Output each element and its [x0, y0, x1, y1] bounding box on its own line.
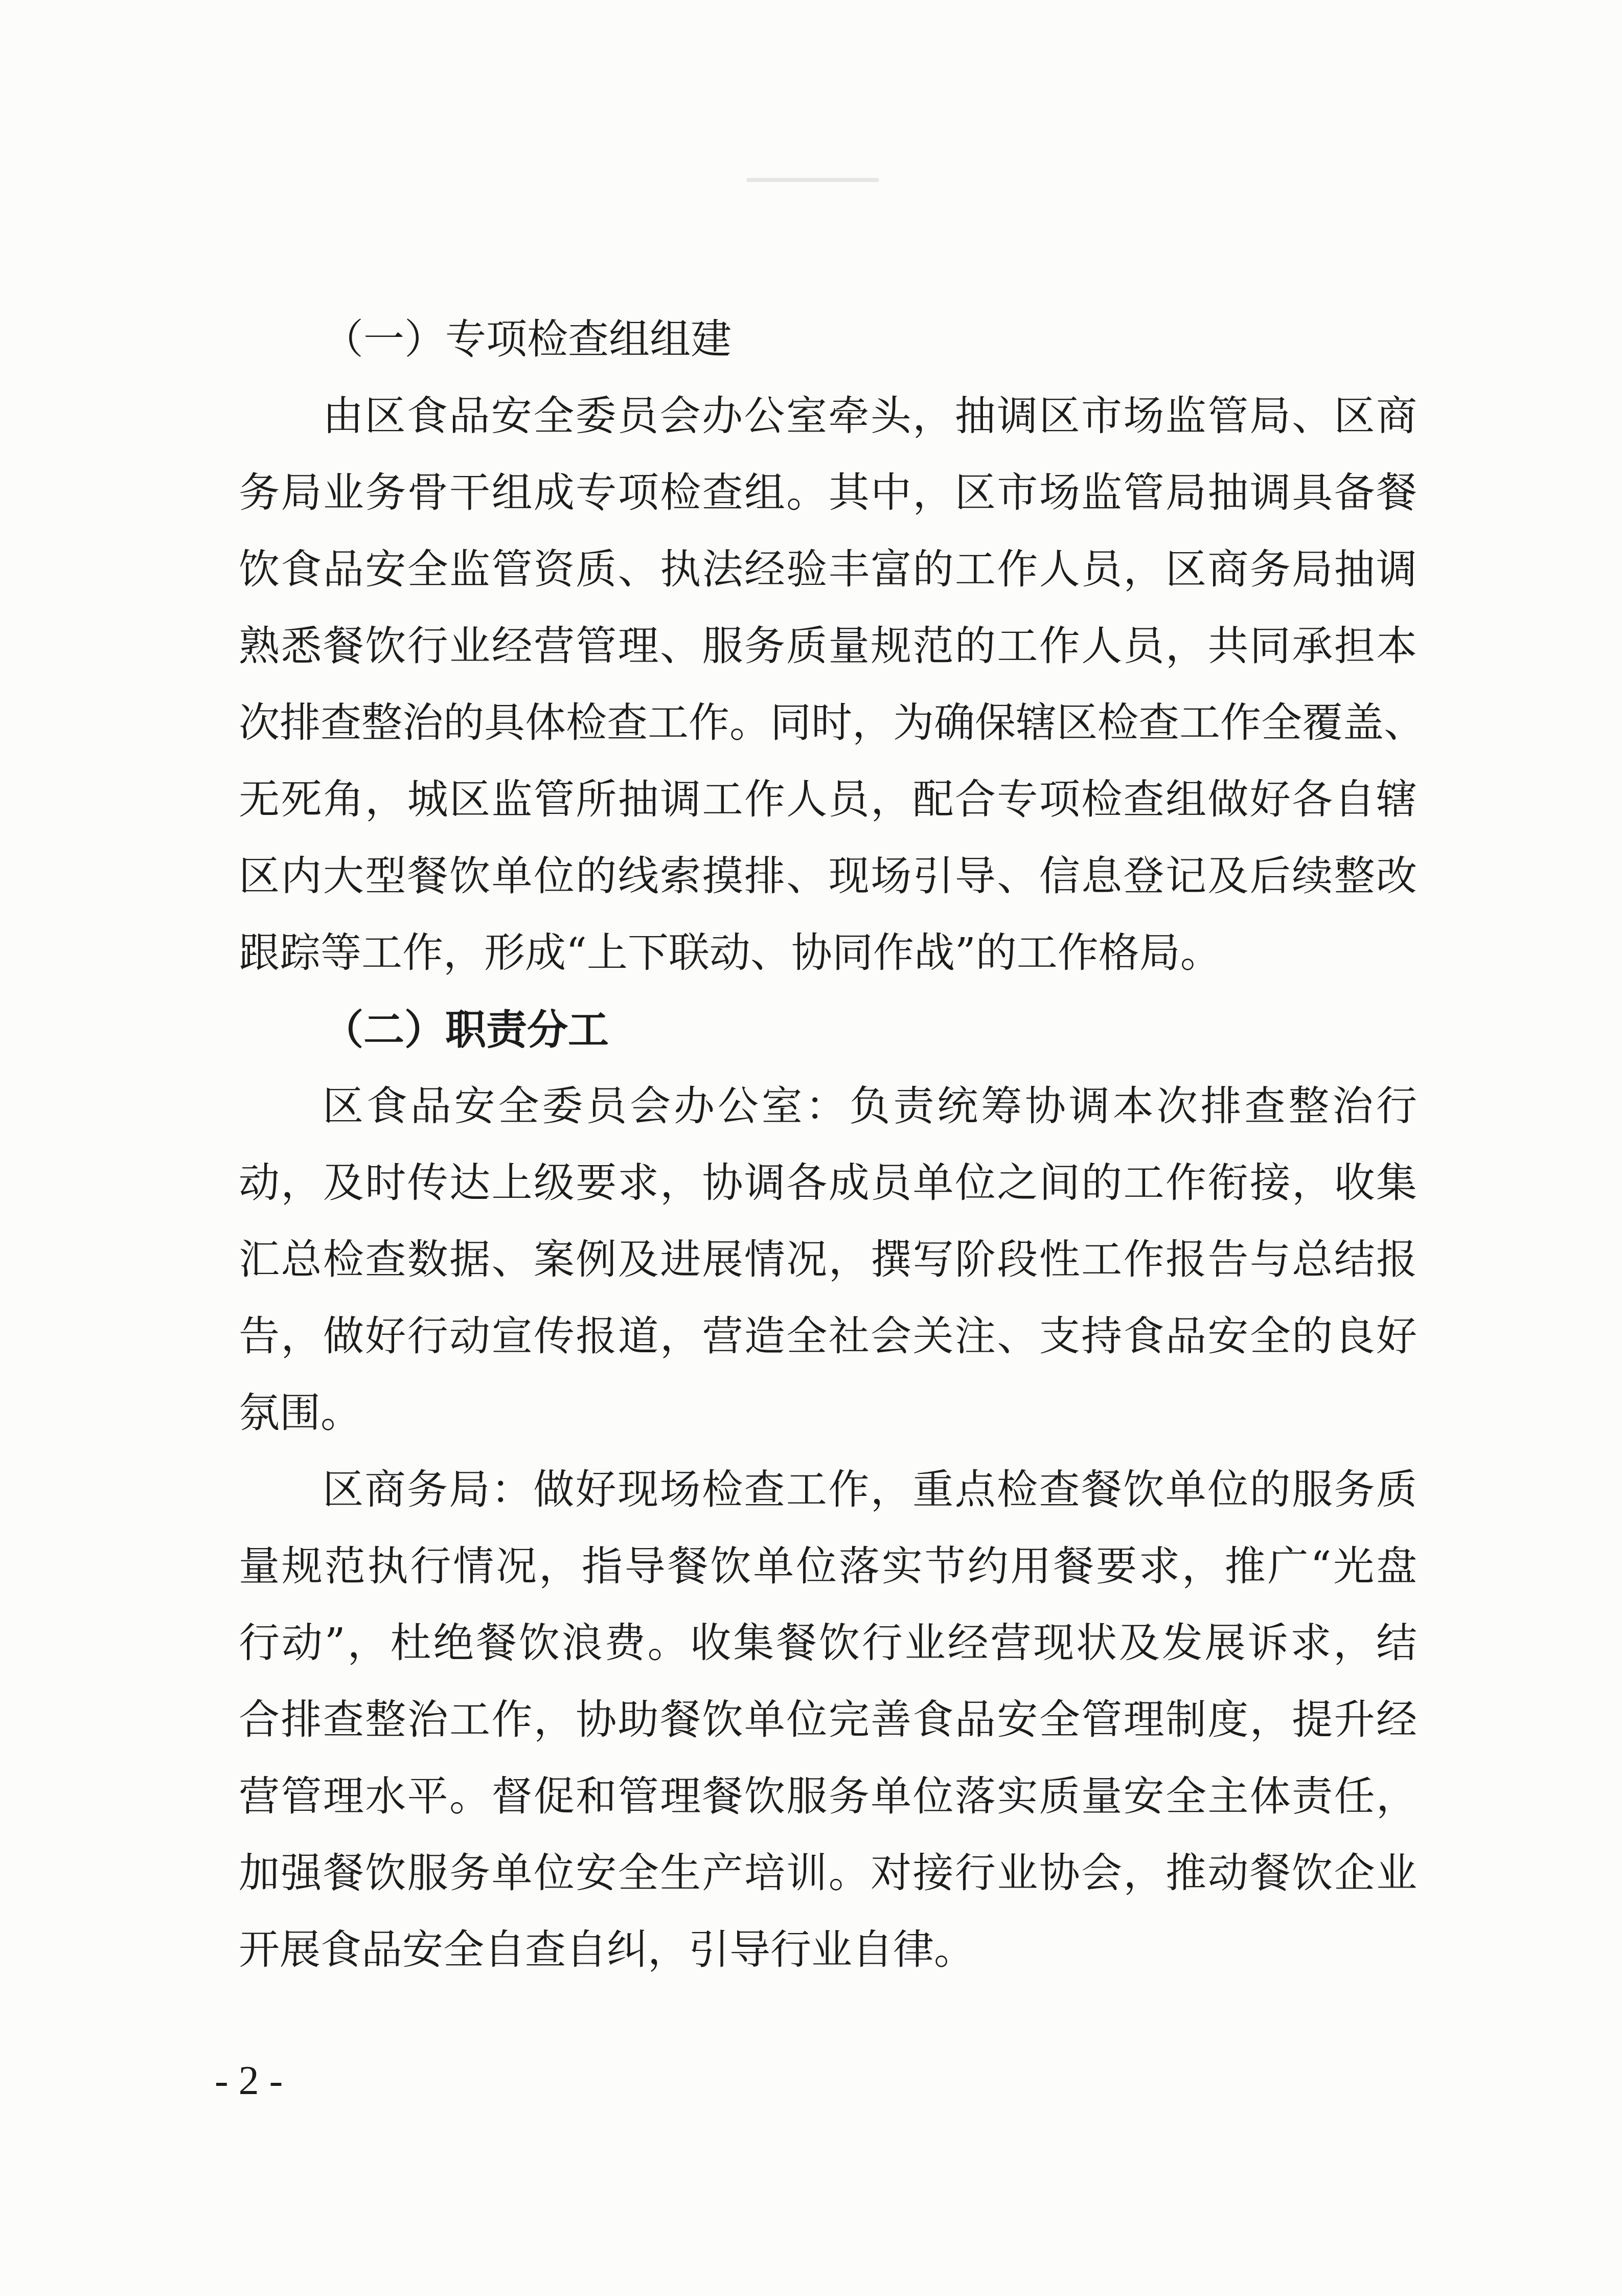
text-line: 加强餐饮服务单位安全生产培训。对接行业协会，推动餐饮企业 — [239, 1849, 1417, 1897]
text-line: 合排查整治工作，协助餐饮单位完善食品安全管理制度，提升经 — [239, 1696, 1417, 1743]
text-line: 行动”，杜绝餐饮浪费。收集餐饮行业经营现状及发展诉求，结 — [239, 1619, 1417, 1667]
text-line: 务局业务骨干组成专项检查组。其中，区市场监管局抽调具备餐 — [239, 469, 1417, 516]
paragraph-inspection-group — [239, 378, 1425, 991]
text-line: 区商务局：做好现场检查工作，重点检查餐饮单位的服务质 — [323, 1466, 1417, 1513]
text-line: 熟悉餐饮行业经营管理、服务质量规范的工作人员，共同承担本 — [239, 622, 1417, 670]
section-heading-1: （一）专项检查组组建 — [323, 315, 732, 363]
text-line: 区内大型餐饮单位的线索摸排、现场引导、信息登记及后续整改 — [239, 852, 1417, 900]
text-line: 由区食品安全委员会办公室牵头，抽调区市场监管局、区商 — [323, 392, 1417, 440]
text-line: 开展食品安全自查自纠，引导行业自律。 — [239, 1926, 975, 1973]
text-line: 次排查整治的具体检查工作。同时，为确保辖区检查工作全覆盖、 — [239, 699, 1425, 746]
text-line: 量规范执行情况，指导餐饮单位落实节约用餐要求，推广“光盘 — [239, 1542, 1417, 1590]
section-heading-2: （二）职责分工 — [323, 1006, 609, 1054]
page-number: - 2 - — [215, 2058, 283, 2103]
document-body — [239, 301, 1425, 1988]
paragraph-commerce-bureau — [239, 1451, 1417, 1988]
paragraph-food-safety-office — [239, 1068, 1417, 1451]
text-line: 氛围。 — [239, 1389, 361, 1437]
scan-artifact — [746, 178, 879, 182]
text-line: 无死角，城区监管所抽调工作人员，配合专项检查组做好各自辖 — [239, 776, 1417, 823]
text-line: 区食品安全委员会办公室：负责统筹协调本次排查整治行 — [323, 1082, 1417, 1130]
text-line: 汇总检查数据、案例及进展情况，撰写阶段性工作报告与总结报 — [239, 1236, 1417, 1283]
text-line: 告，做好行动宣传报道，营造全社会关注、支持食品安全的良好 — [239, 1312, 1417, 1360]
text-line: 营管理水平。督促和管理餐饮服务单位落实质量安全主体责任， — [239, 1772, 1417, 1820]
text-line: 饮食品安全监管资质、执法经验丰富的工作人员，区商务局抽调 — [239, 545, 1417, 593]
text-line: 动，及时传达上级要求，协调各成员单位之间的工作衔接，收集 — [239, 1159, 1417, 1207]
text-line: 跟踪等工作，形成“上下联动、协同作战”的工作格局。 — [239, 929, 1221, 976]
